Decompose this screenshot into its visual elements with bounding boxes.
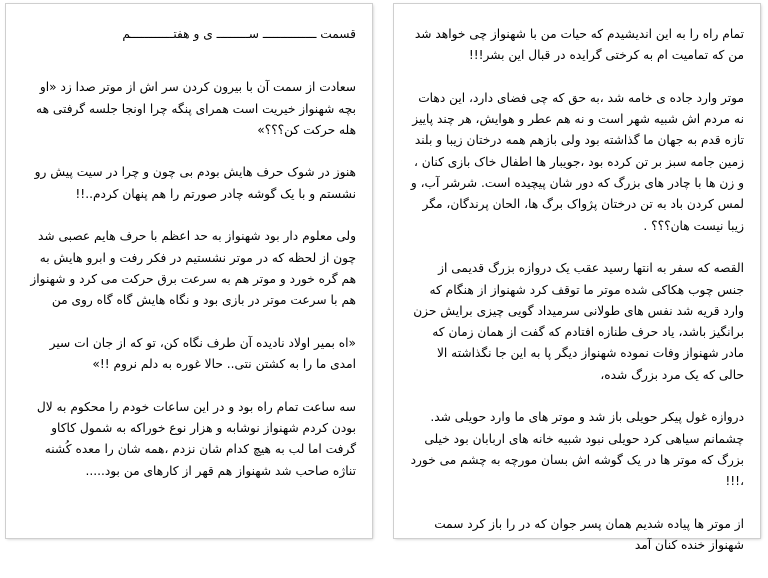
right-page [394, 4, 760, 553]
chapter-title: قسمت ـــــــــــــــ ســـــــــ ی و هفتــــــــــــم [122, 27, 356, 41]
paragraph: سعادت از سمت آن با بیرون کردن سر اش از موتر صدا زد «او بچه شهنواز خیریت است همرای پنگه چرا اونجا جلسه گرفتی هه هله حرکت کن؟؟؟» [36, 80, 356, 137]
paragraph: ولی معلوم دار بود شهنواز به حد اعظم با حرف هایم عصبی شد چون از لحظه که در موتر نشستیم در فکر رفت و ابرو هایش به هم گره خورد و موتر هم به سرعت برق حرکت می کرد و شهنواز هم با سرعت موتر در بازی بود و نگاه هایش گاه گاه روی من [30, 229, 356, 308]
paragraph: هنوز در شوک حرف هایش بودم بی چون و چرا در سیت پیش رو نشستم و با یک گوشه چادر صورتم را هم پنهان کردم..!! [34, 165, 356, 201]
paragraph: القصه که سفر به انتها رسید عقب یک دروازه بزرگ قدیمی از جنس چوب هکاکی شده موتر ما توقف کرد شهنواز از هنگام که وارد قریه شد نفس های طولانی سرمیداد گویی چیزی برایش حزن برانگیز باشد، یاد حرف طنازه افتادم که گفت از همان زمان که مادر شهنواز وفات نموده شهنواز دیگر پا به این جا نگذاشته الا حالی که یک مرد بزرگ شده، [413, 261, 744, 382]
right-page-text [410, 24, 744, 578]
left-page-text [22, 24, 356, 503]
left-page [6, 4, 372, 538]
paragraph: دروازه غول پیکر حویلی باز شد و موتر های ما وارد حویلی شد. چشمانم سیاهی کرد حویلی نبود شبیه خانه های اربابان بود خیلی بزرگ که موتر ها در یک گوشه اش بسان مورچه به چشم می خورد ،!!! [410, 410, 744, 489]
paragraph: تمام راه را به این اندیشیدم که حیات من با شهنواز چی خواهد شد من که تمامیت ام به کرختی گرایده در قبال این بشر!!! [414, 27, 744, 63]
paragraph: موتر وارد جاده ی خامه شد ،به حق که چی فضای دارد، این دهات نه مردم اش شبیه شهر است و نه هم عطر و هوایش، هر چند پاییز تازه قدم به جهان ما گذاشته بود ولی بازهم همه درختان زیبا و بلند زمین جامه سبز بر تن کرده بود ،جویبار ها اطفال خاک بازی کنان ، و زن ها با چادر های بزرگ که دور شان پیچیده است. شرشر آب، و لمس کردن باد به تن درختان پژواک برگ ها، الحان پرندگان، مگر زیبا نیست هان؟؟؟ . [410, 90, 744, 233]
paragraph: سه ساعت تمام راه بود و در این ساعات خودم را محکوم به لال بودن کردم شهنواز نوشابه و هزار نوع خوراکه به شمول کاکاو گرفت اما لب به هیچ کدام شان نزدم ،همه شان را معده کُشنه تناژه صاحب شد شهنواز هم قهر از کارهای من بود..... [36, 399, 356, 478]
paragraph: از موتر ها پیاده شدیم همان پسر جوان که در را باز کرد سمت شهنواز خنده کنان آمد [434, 516, 744, 553]
paragraph: «اه بمیر اولاد نادیده آن طرف نگاه کن، تو که از جان ات سیر امدی ما را به کشتن نتی.. حالا غوره به دلم نروم !!» [49, 335, 356, 372]
